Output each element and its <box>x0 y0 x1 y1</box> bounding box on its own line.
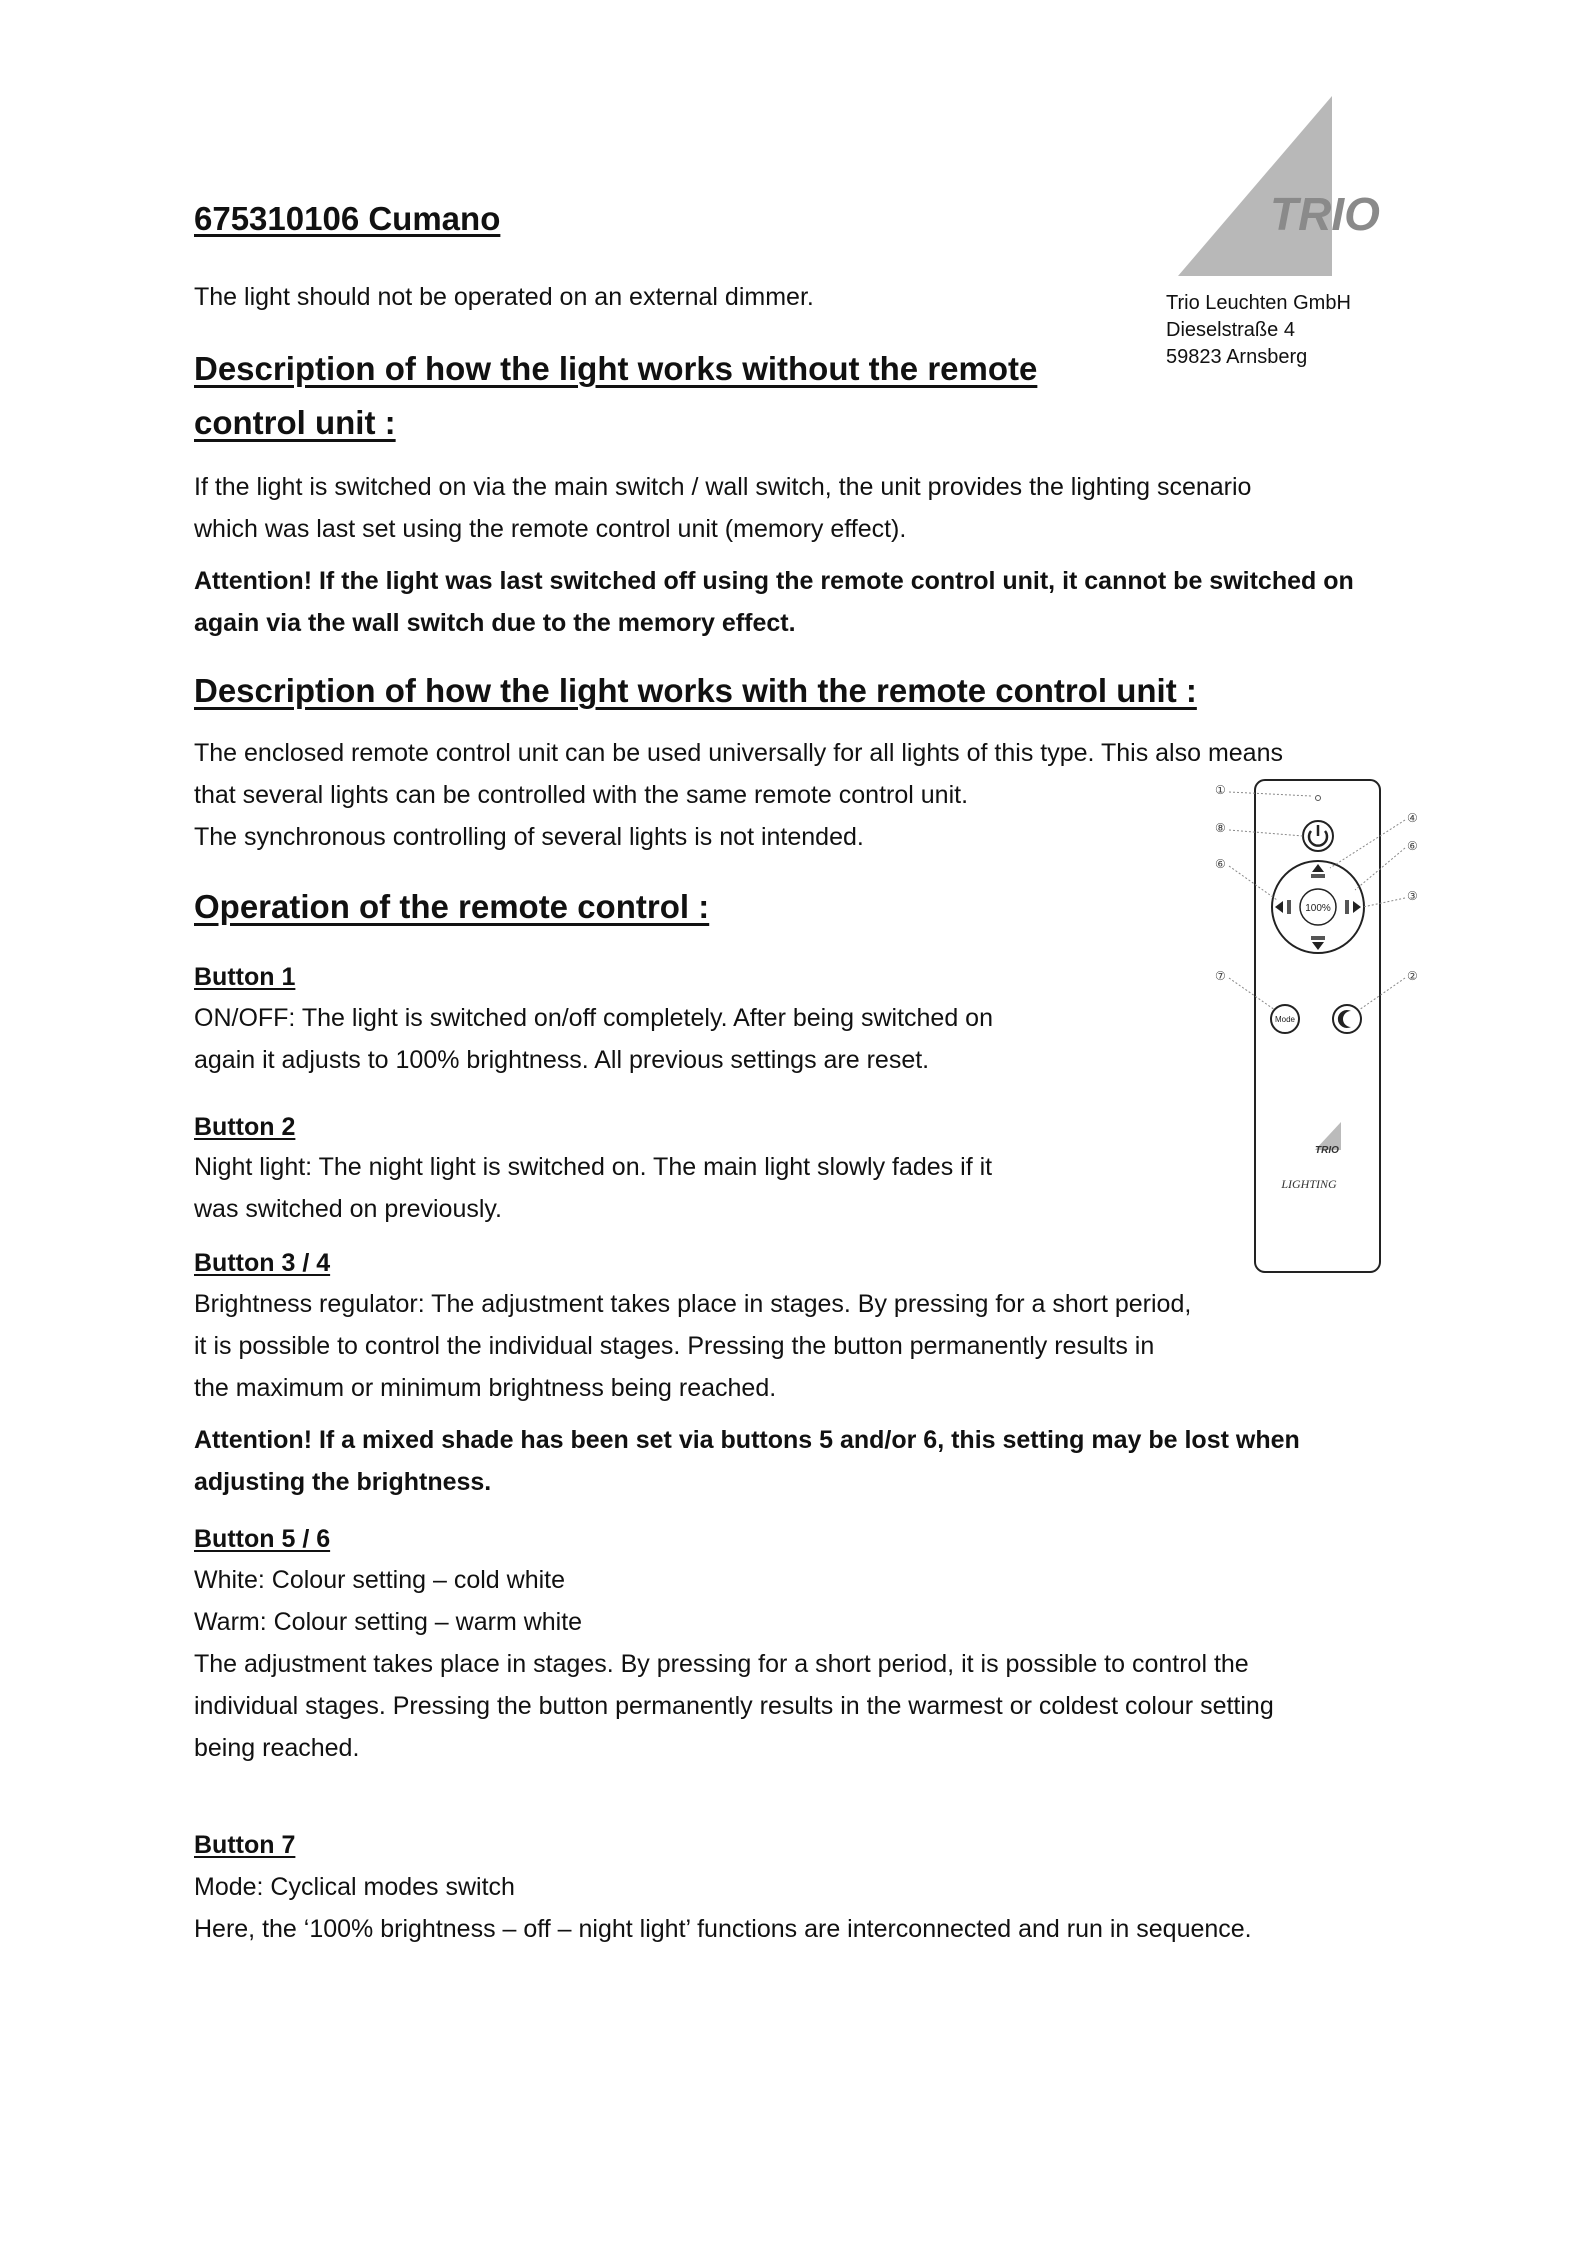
svg-text:100%: 100% <box>1305 903 1331 914</box>
svg-text:⑦: ⑦ <box>1215 969 1226 983</box>
button34-text-2: it is possible to control the individual stages. Pressing the button permanently results in <box>194 1332 1155 1360</box>
svg-text:④: ④ <box>1407 811 1418 825</box>
attention-memory-1: Attention! If the light was last switched off using the remote control unit, it cannot be switched on <box>194 567 1354 595</box>
svg-text:⑧: ⑧ <box>1215 821 1226 835</box>
button34-heading: Button 3 / 4 <box>194 1249 331 1277</box>
intro-text: The light should not be operated on an external dimmer. <box>194 283 814 311</box>
button1-text-1: ON/OFF: The light is switched on/off completely. After being switched on <box>194 1004 993 1032</box>
button7-text-2: Here, the ‘100% brightness – off – night light’ functions are interconnected and run in sequence. <box>194 1915 1252 1943</box>
svg-text:⑥: ⑥ <box>1215 857 1226 871</box>
without-remote-text-1: If the light is switched on via the main switch / wall switch, the unit provides the lighting scenario <box>194 473 1252 501</box>
with-remote-text-3: The synchronous controlling of several lights is not intended. <box>194 823 864 851</box>
brightness-color-ring-icon <box>1272 861 1364 953</box>
button56-text-5: being reached. <box>194 1734 360 1762</box>
company-street: Dieselstraße 4 <box>1166 319 1295 341</box>
document-title: 675310106 Cumano <box>194 200 501 237</box>
remote-control-illustration <box>1205 770 1445 1280</box>
button56-text-2: Warm: Colour setting – warm white <box>194 1608 583 1636</box>
button2-text-1: Night light: The night light is switched on. The main light slowly fades if it <box>194 1153 993 1181</box>
svg-text:⑥: ⑥ <box>1407 839 1418 853</box>
attention-shade-2: adjusting the brightness. <box>194 1468 492 1496</box>
power-button-icon <box>1303 821 1333 851</box>
attention-memory-2: again via the wall switch due to the memory effect. <box>194 609 796 637</box>
button2-heading: Button 2 <box>194 1113 296 1141</box>
button56-heading: Button 5 / 6 <box>194 1525 331 1553</box>
night-light-button-icon <box>1333 1005 1361 1033</box>
heading-operation: Operation of the remote control : <box>194 888 710 925</box>
svg-text:Mode: Mode <box>1274 1015 1296 1024</box>
heading-with-remote: Description of how the light works with the remote control unit : <box>194 672 1197 709</box>
svg-text:③: ③ <box>1407 889 1418 903</box>
button1-heading: Button 1 <box>194 963 296 991</box>
attention-shade-1: Attention! If a mixed shade has been set via buttons 5 and/or 6, this setting may be lost when <box>194 1426 1300 1454</box>
button34-text-3: the maximum or minimum brightness being reached. <box>194 1374 777 1402</box>
svg-text:②: ② <box>1407 969 1418 983</box>
with-remote-text-1: The enclosed remote control unit can be used universally for all lights of this type. This also means <box>194 739 1283 767</box>
company-name: Trio Leuchten GmbH <box>1166 292 1351 314</box>
button56-text-1: White: Colour setting – cold white <box>194 1566 566 1594</box>
company-city: 59823 Arnsberg <box>1166 346 1308 368</box>
button56-text-3: The adjustment takes place in stages. By pressing for a short period, it is possible to control the <box>194 1650 1249 1678</box>
button34-text-1: Brightness regulator: The adjustment takes place in stages. By pressing for a short period, <box>194 1290 1192 1318</box>
svg-text:①: ① <box>1215 783 1226 797</box>
without-remote-text-2: which was last set using the remote control unit (memory effect). <box>194 515 907 543</box>
button56-text-4: individual stages. Pressing the button permanently results in the warmest or coldest colour setting <box>194 1692 1274 1720</box>
button1-text-2: again it adjusts to 100% brightness. All previous settings are reset. <box>194 1046 930 1074</box>
remote-brand-text: TRIO <box>1315 1145 1339 1156</box>
heading-without-remote-2: control unit : <box>194 404 396 441</box>
logo-text: TRIO <box>1270 188 1380 240</box>
heading-without-remote-1: Description of how the light works without the remote <box>194 350 1038 387</box>
mode-button-icon <box>1271 1005 1299 1033</box>
company-address <box>1166 290 1351 371</box>
remote-lighting-text: LIGHTING <box>1281 1177 1337 1191</box>
with-remote-text-2: that several lights can be controlled with the same remote control unit. <box>194 781 969 809</box>
button7-text-1: Mode: Cyclical modes switch <box>194 1873 515 1901</box>
button7-heading: Button 7 <box>194 1831 296 1859</box>
trio-logo <box>1170 90 1400 280</box>
button2-text-2: was switched on previously. <box>194 1195 503 1223</box>
